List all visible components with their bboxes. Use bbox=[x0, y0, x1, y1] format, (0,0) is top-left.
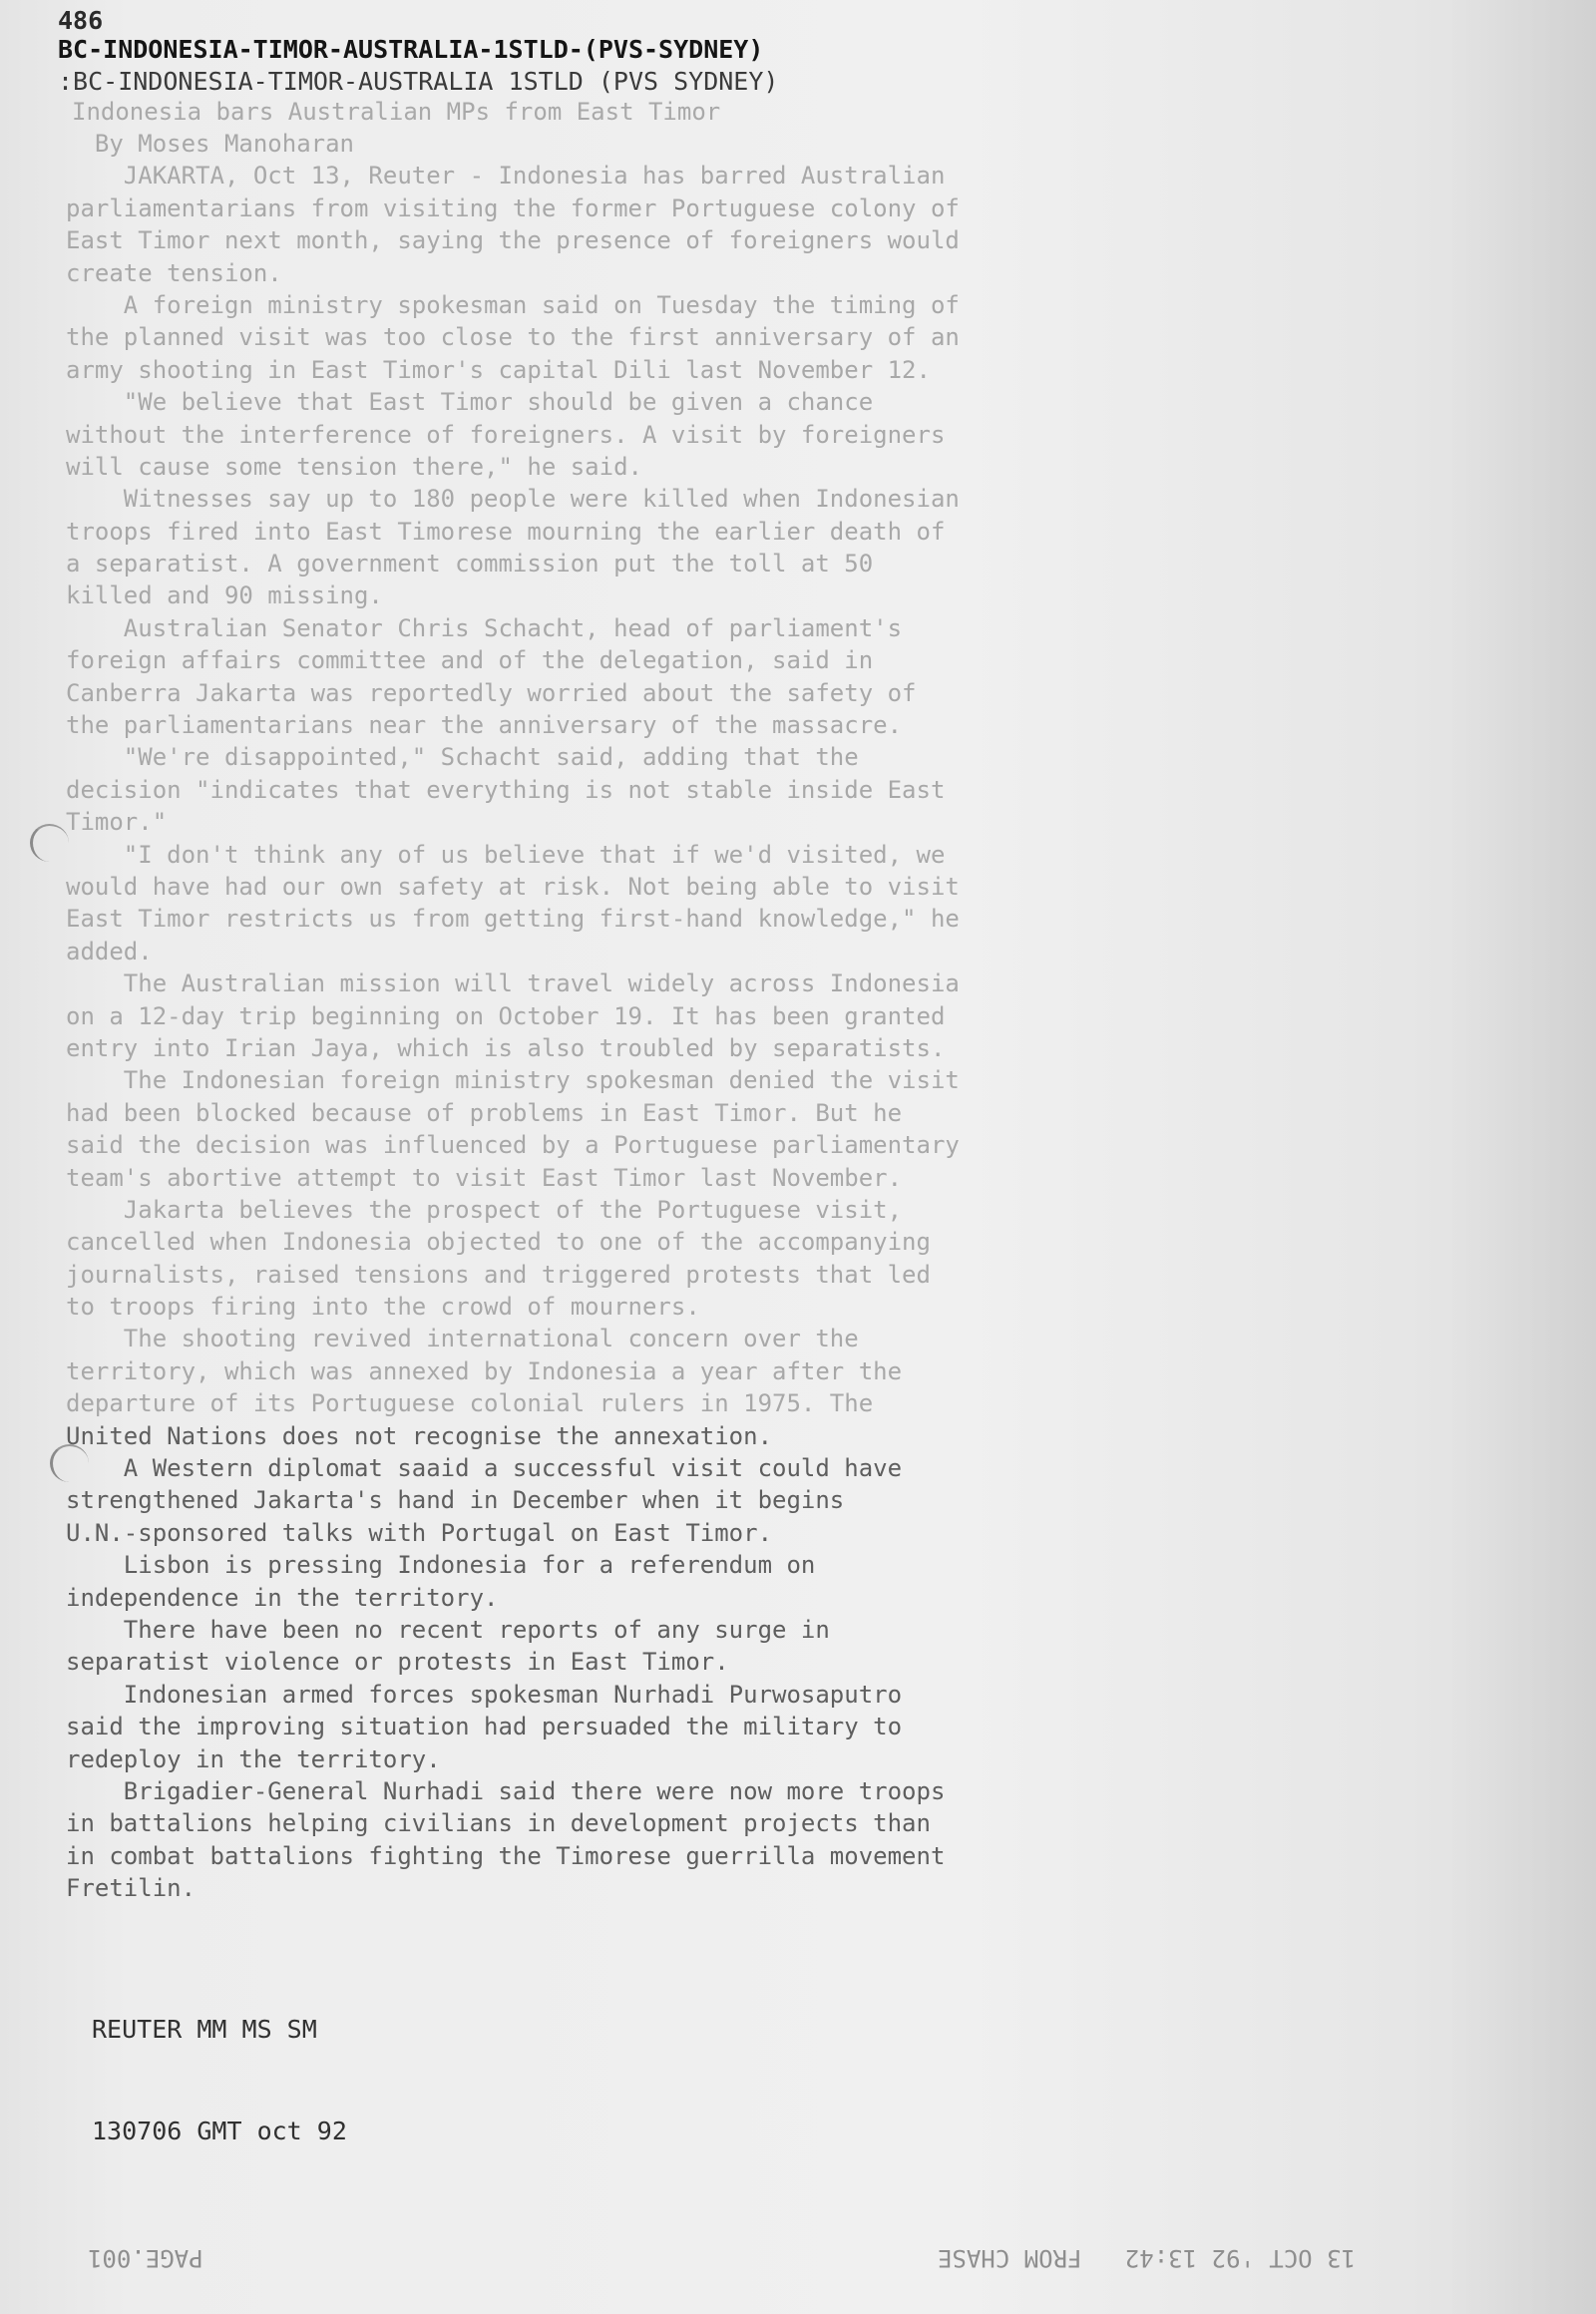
article-line: U.N.-sponsored talks with Portugal on East Timor. bbox=[66, 1518, 773, 1547]
article-line: Lisbon is pressing Indonesia for a referendum on bbox=[66, 1551, 816, 1580]
article-line: killed and 90 missing. bbox=[66, 581, 383, 610]
article-line: independence in the territory. bbox=[66, 1583, 499, 1612]
article-line: troops fired into East Timorese mourning the earlier death of bbox=[66, 517, 946, 546]
article-line: create tension. bbox=[66, 258, 282, 287]
article-line: Canberra Jakarta was reportedly worried about the safety of bbox=[66, 678, 917, 707]
headline: Indonesia bars Australian MPs from East Timor bbox=[72, 98, 721, 126]
punch-hole-mark bbox=[30, 824, 69, 862]
slug-line: BC-INDONESIA-TIMOR-AUSTRALIA-1STLD-(PVS-SYDNEY) bbox=[58, 35, 764, 64]
article-line: The Indonesian foreign ministry spokesman denied the visit bbox=[66, 1066, 960, 1095]
article-line: in combat battalions fighting the Timorese guerrilla movement bbox=[66, 1841, 946, 1870]
punch-hole-mark bbox=[50, 1444, 89, 1482]
article-line: "I don't think any of us believe that if we'd visited, we bbox=[66, 840, 946, 869]
article-body bbox=[66, 128, 1243, 1904]
article-line: The Australian mission will travel widely across Indonesia bbox=[66, 969, 960, 998]
article-line: the planned visit was too close to the first anniversary of an bbox=[66, 323, 960, 352]
article-line: By Moses Manoharan bbox=[66, 130, 354, 158]
article-line: Witnesses say up to 180 people were killed when Indonesian bbox=[66, 485, 960, 514]
article-line: territory, which was annexed by Indonesia a year after the bbox=[66, 1356, 903, 1385]
article-line: a separatist. A government commission put the toll at 50 bbox=[66, 550, 874, 578]
article-line: The shooting revived international concern over the bbox=[66, 1325, 859, 1353]
fax-footer-page: PAGE.001 bbox=[88, 2244, 203, 2272]
article-line: to troops firing into the crowd of mourners. bbox=[66, 1293, 700, 1322]
article-line: army shooting in East Timor's capital Dili last November 12. bbox=[66, 355, 931, 384]
article-line: JAKARTA, Oct 13, Reuter - Indonesia has barred Australian bbox=[66, 162, 946, 191]
slug-line: :BC-INDONESIA-TIMOR-AUSTRALIA 1STLD (PVS SYDNEY) bbox=[58, 67, 779, 96]
article-line: Timor." bbox=[66, 808, 168, 837]
fax-footer-header: 13 OCT '92 13:42 FROM CHASE bbox=[938, 2244, 1357, 2272]
article-line: said the decision was influenced by a Portuguese parliamentary bbox=[66, 1131, 960, 1160]
article-line: A Western diplomat saaid a successful visit could have bbox=[66, 1454, 903, 1483]
page-shadow bbox=[1446, 0, 1596, 2314]
article-line: United Nations does not recognise the annexation. bbox=[66, 1421, 773, 1450]
article-line: on a 12-day trip beginning on October 19. It has been granted bbox=[66, 1001, 946, 1030]
article-line: East Timor next month, saying the presence of foreigners would bbox=[66, 226, 960, 255]
article-line: the parliamentarians near the anniversary of the massacre. bbox=[66, 711, 903, 740]
signoff-line: REUTER MM MS SM bbox=[92, 2015, 317, 2044]
article-line: "We're disappointed," Schacht said, adding that the bbox=[66, 743, 859, 772]
article-line: There have been no recent reports of any surge in bbox=[66, 1615, 830, 1644]
article-line: journalists, raised tensions and triggered protests that led bbox=[66, 1260, 931, 1289]
signoff-block bbox=[92, 1945, 347, 2182]
article-line: would have had our own safety at risk. Not being able to visit bbox=[66, 872, 960, 901]
article-line: Brigadier-General Nurhadi said there were now more troops bbox=[66, 1776, 946, 1805]
article-line: foreign affairs committee and of the delegation, said in bbox=[66, 646, 874, 675]
slug-block bbox=[58, 34, 778, 98]
article-line: separatist violence or protests in East Timor. bbox=[66, 1648, 729, 1677]
article-line: without the interference of foreigners. A visit by foreigners bbox=[66, 420, 946, 449]
article-line: cancelled when Indonesia objected to one of the accompanying bbox=[66, 1228, 931, 1257]
article-line: departure of its Portuguese colonial rulers in 1975. The bbox=[66, 1389, 874, 1418]
article-line: added. bbox=[66, 937, 153, 965]
article-line: decision "indicates that everything is not stable inside East bbox=[66, 775, 946, 804]
article-line: strengthened Jakarta's hand in December when it begins bbox=[66, 1486, 845, 1515]
page-number: 486 bbox=[58, 6, 104, 35]
article-line: said the improving situation had persuaded the military to bbox=[66, 1713, 903, 1741]
article-line: redeploy in the territory. bbox=[66, 1744, 441, 1773]
article-line: will cause some tension there," he said. bbox=[66, 452, 642, 481]
article-line: Indonesian armed forces spokesman Nurhadi Purwosaputro bbox=[66, 1680, 903, 1709]
article-line: team's abortive attempt to visit East Timor last November. bbox=[66, 1163, 903, 1192]
article-line: Australian Senator Chris Schacht, head of parliament's bbox=[66, 613, 903, 642]
article-line: in battalions helping civilians in development projects than bbox=[66, 1809, 931, 1838]
article-line: entry into Irian Jaya, which is also troubled by separatists. bbox=[66, 1033, 946, 1062]
article-line: "We believe that East Timor should be given a chance bbox=[66, 388, 874, 417]
article-line: parliamentarians from visiting the former Portuguese colony of bbox=[66, 193, 960, 222]
article-line: had been blocked because of problems in East Timor. But he bbox=[66, 1098, 903, 1127]
article-line: East Timor restricts us from getting first-hand knowledge," he bbox=[66, 905, 960, 934]
article-line: Fretilin. bbox=[66, 1874, 197, 1903]
article-line: Jakarta believes the prospect of the Portuguese visit, bbox=[66, 1195, 903, 1224]
article-line: A foreign ministry spokesman said on Tuesday the timing of bbox=[66, 290, 960, 319]
signoff-line: 130706 GMT oct 92 bbox=[92, 2117, 347, 2145]
